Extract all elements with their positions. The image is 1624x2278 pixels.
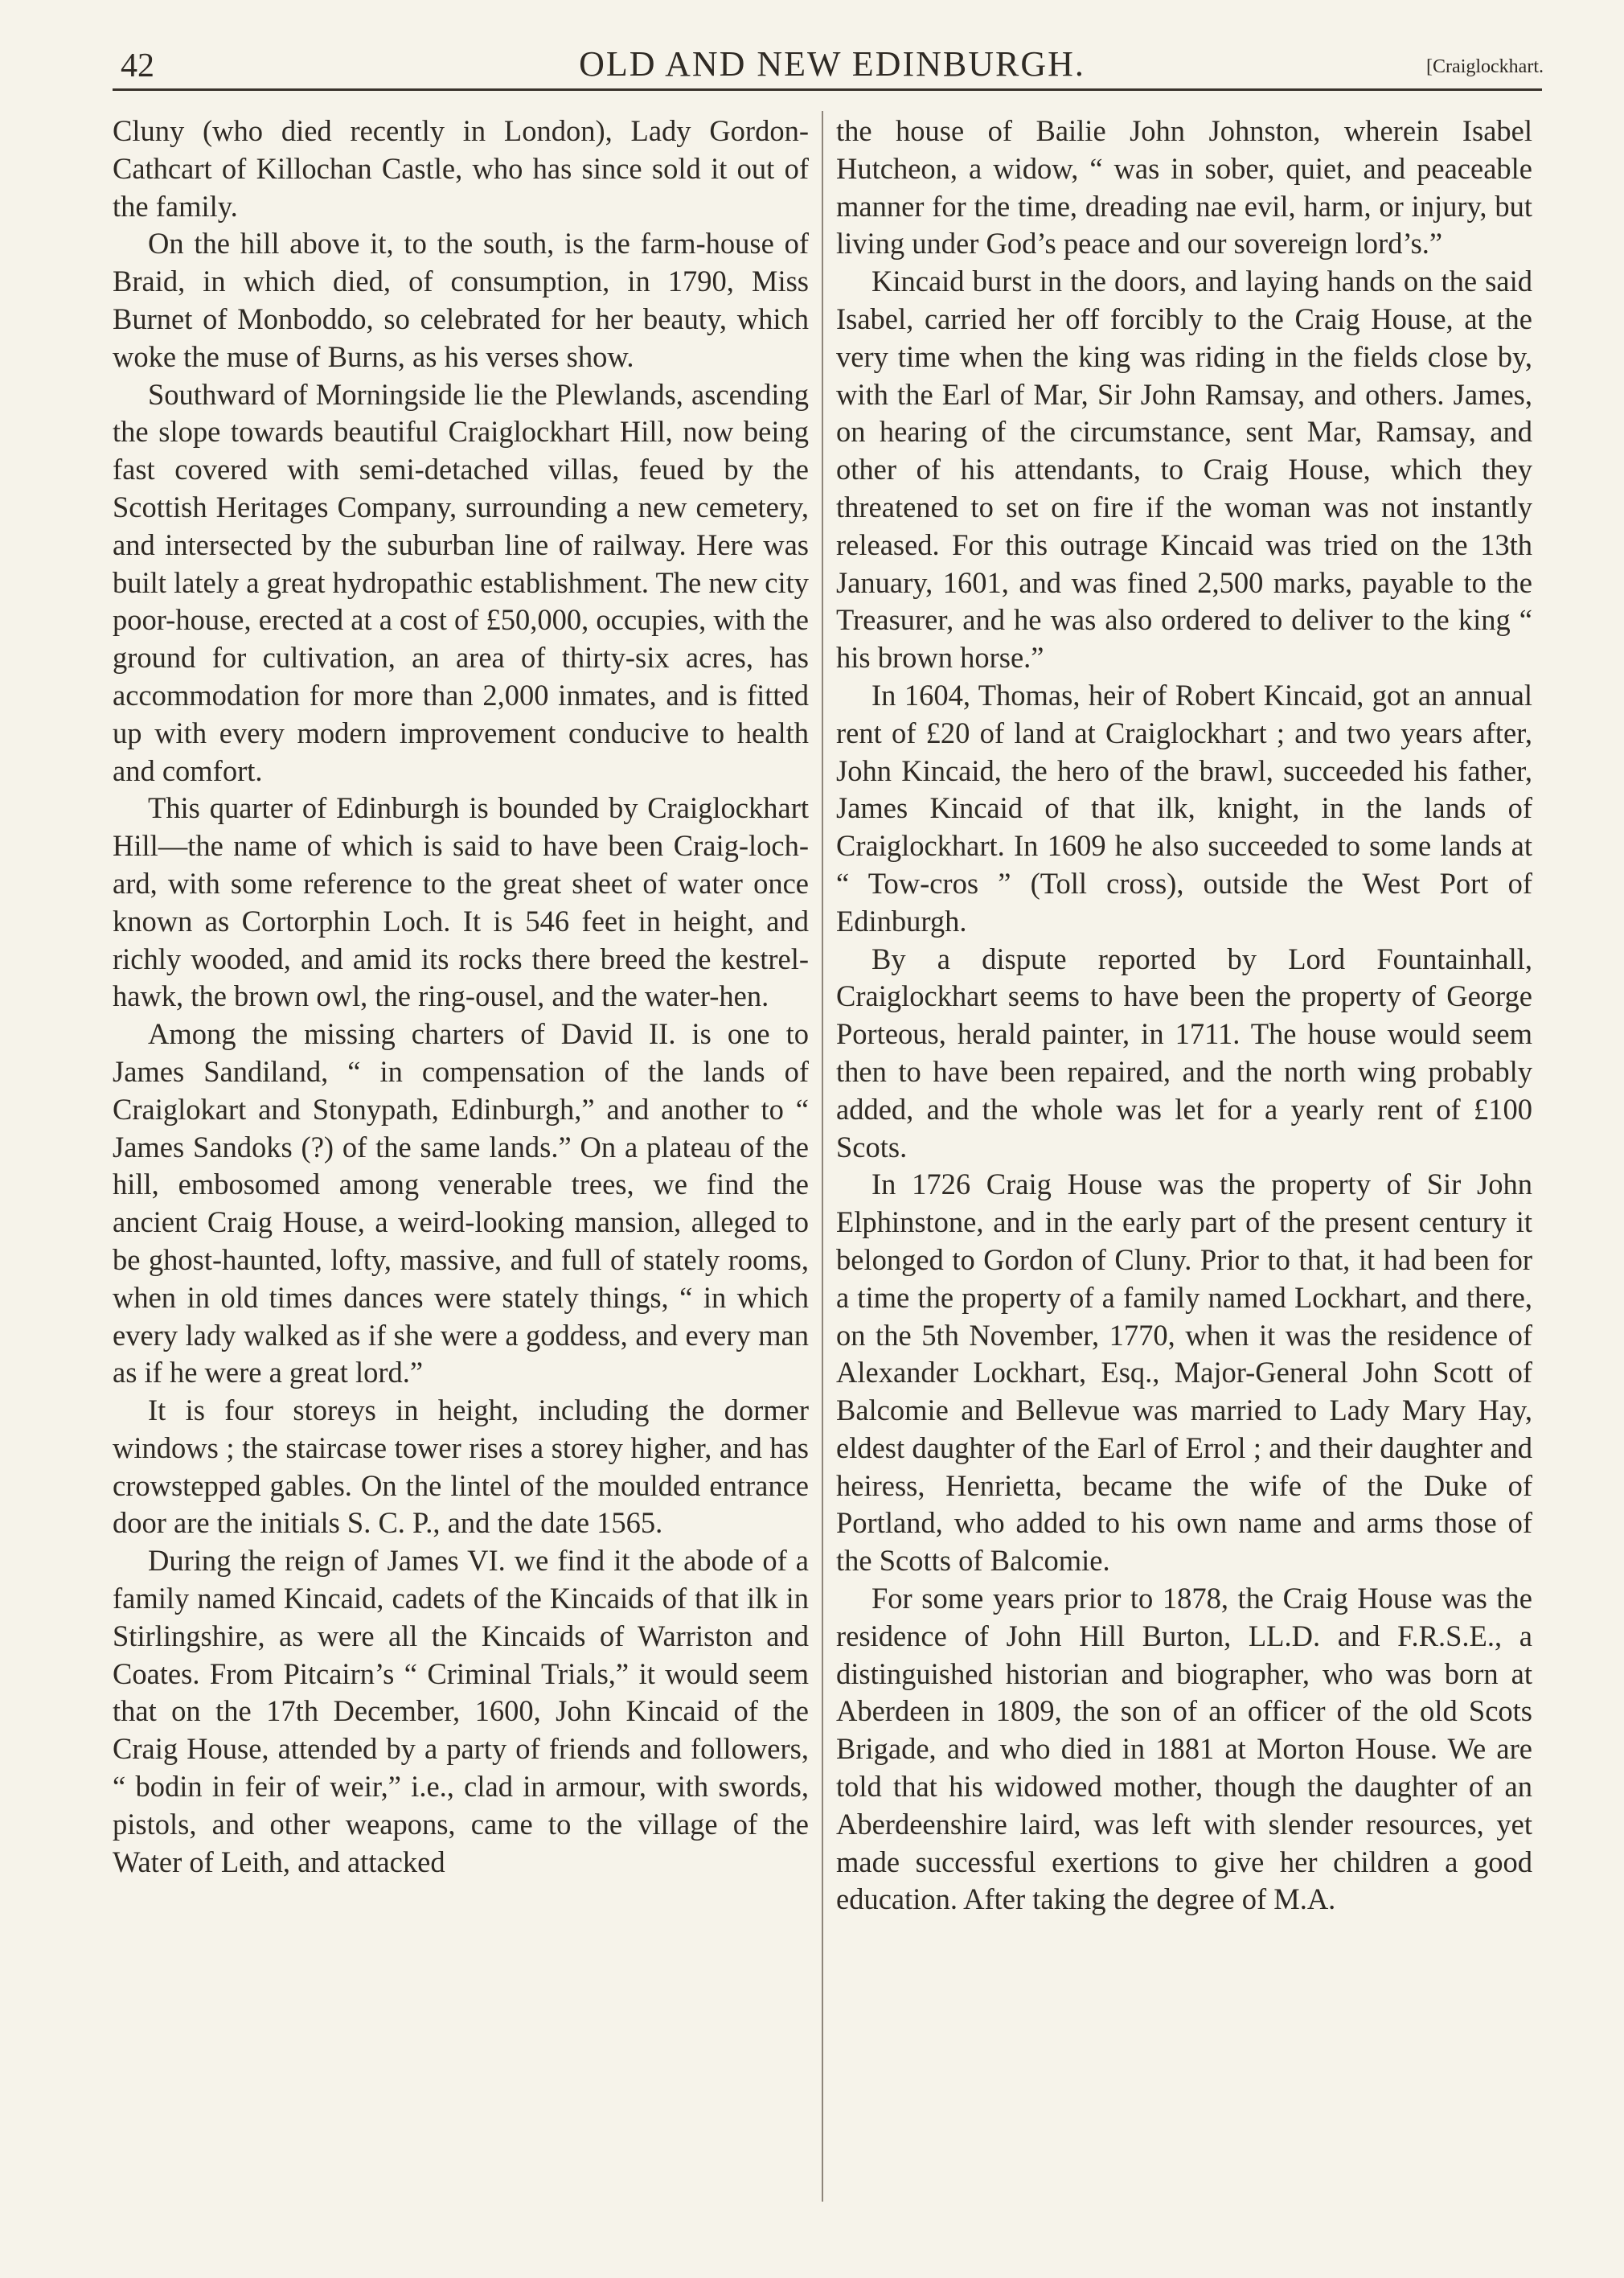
paragraph: In 1604, Thomas, heir of Robert Kincaid, got an annual rent of £20 of land at Craiglockhart ; and two years after, John Kincaid, the hero of the brawl, succeeded his father, James Kincaid of that ilk, knight, in the lands of Craiglockhart. In 1609 he also succeeded to some lands at “ Tow-cros ” (Toll cross), outside the West Port of Edinburgh. bbox=[836, 678, 1532, 938]
paragraph: the house of Bailie John Johnston, wherein Isabel Hutcheon, a widow, “ was in sober, quiet, and peaceable manner for the time, dreading nae evil, harm, or injury, but living under God’s peace and our sovereign lord’s.” bbox=[836, 114, 1532, 261]
page-header bbox=[121, 39, 1544, 87]
left-column bbox=[113, 113, 809, 2219]
paragraph: This quarter of Edinburgh is bounded by Craiglockhart Hill—the name of which is said to have been Craig-loch-ard, with some reference to the great sheet of water once known as Cortorphin Loch. It is 546 feet in height, and richly wooded, and amid its rocks there breed the kestrel-hawk, the brown owl, the ring-ousel, and the water-hen. bbox=[113, 791, 809, 1013]
paragraph: Southward of Morningside lie the Plewlands, ascending the slope towards beautiful Craiglockhart Hill, now being fast covered with semi-detached villas, feued by the Scottish Heritages Company, surrounding a new cemetery, and intersected by the suburban line of railway. Here was built lately a great hydropathic establishment. The new city poor-house, erected at a cost of £50,000, occupies, with the ground for cultivation, an area of thirty-six acres, has accommodation for more than 2,000 inmates, and is fitted up with every modern improvement conducive to health and comfort. bbox=[113, 377, 809, 787]
paragraph: Cluny (who died recently in London), Lady Gordon-Cathcart of Killochan Castle, who has since sold it out of the family. bbox=[113, 114, 809, 223]
section-tag: [Craiglockhart. bbox=[1426, 56, 1544, 77]
paragraph: On the hill above it, to the south, is the farm-house of Braid, in which died, of consumption, in 1790, Miss Burnet of Monboddo, so celebrated for her beauty, which woke the muse of Burns, as his verses show. bbox=[113, 227, 809, 373]
column-divider bbox=[822, 111, 823, 2202]
running-title: OLD AND NEW EDINBURGH. bbox=[579, 44, 1085, 84]
paragraph: In 1726 Craig House was the property of Sir John Elphinstone, and in the early part of the present century it belonged to Gordon of Cluny. Prior to that, it had been for a time the property of a family named Lockhart, and there, on the 5th November, 1770, when it was the residence of Alexander Lockhart, Esq., Major-General John Scott of Balcomie and Bellevue was married to Lady Mary Hay, eldest daughter of the Earl of Errol ; and their daughter and heiress, Henrietta, became the wife of the Duke of Portland, who added to his own name and arms those of the Scotts of Balcomie. bbox=[836, 1168, 1532, 1578]
right-column bbox=[836, 113, 1532, 2219]
page-number: 42 bbox=[121, 47, 154, 84]
paragraph: Kincaid burst in the doors, and laying hands on the said Isabel, carried her off forcibly to the Craig House, at the very time when the king was riding in the fields close by, with the Earl of Mar, Sir John Ramsay, and others. James, on hearing of the circumstance, sent Mar, Ramsay, and other of his attendants, to Craig House, which they threatened to set on fire if the woman was not instantly released. For this outrage Kincaid was tried on the 13th January, 1601, and was fined 2,500 marks, payable to the Treasurer, and he was also ordered to deliver to the king “ his brown horse.” bbox=[836, 265, 1532, 675]
header-rule bbox=[113, 88, 1542, 91]
paragraph: By a dispute reported by Lord Fountainhall, Craiglockhart seems to have been the property of George Porteous, herald painter, in 1711. The house would seem then to have been repaired, and the north wing probably added, and the whole was let for a yearly rent of £100 Scots. bbox=[836, 942, 1532, 1164]
paragraph: It is four storeys in height, including the dormer windows ; the staircase tower rises a storey higher, and has crowstepped gables. On the lintel of the moulded entrance door are the initials S. C. P., and the date 1565. bbox=[113, 1393, 809, 1540]
paragraph: Among the missing charters of David II. is one to James Sandiland, “ in compensation of the lands of Craiglokart and Stonypath, Edinburgh,” and another to “ James Sandoks (?) of the same lands.” On a plateau of the hill, embosomed among venerable trees, we find the ancient Craig House, a weird-looking mansion, alleged to be ghost-haunted, lofty, massive, and full of stately rooms, when in old times dances were stately things, “ in which every lady walked as if she were a goddess, and every man as if he were a great lord.” bbox=[113, 1017, 809, 1389]
paragraph: For some years prior to 1878, the Craig House was the residence of John Hill Burton, LL.D. and F.R.S.E., a distinguished historian and biographer, who was born at Aberdeen in 1809, the son of an officer of the old Scots Brigade, and who died in 1881 at Morton House. We are told that his widowed mother, though the daughter of an Aberdeenshire laird, was left with slender resources, yet made successful exertions to give her children a good education. After taking the degree of M.A. bbox=[836, 1582, 1532, 1916]
paragraph: During the reign of James VI. we find it the abode of a family named Kincaid, cadets of the Kincaids of that ilk in Stirlingshire, as were all the Kincaids of Warriston and Coates. From Pitcairn’s “ Criminal Trials,” it would seem that on the 17th December, 1600, John Kincaid of the Craig House, attended by a party of friends and followers, “ bodin in feir of weir,” i.e., clad in armour, with swords, pistols, and other weapons, came to the village of the Water of Leith, and attacked bbox=[113, 1544, 809, 1878]
